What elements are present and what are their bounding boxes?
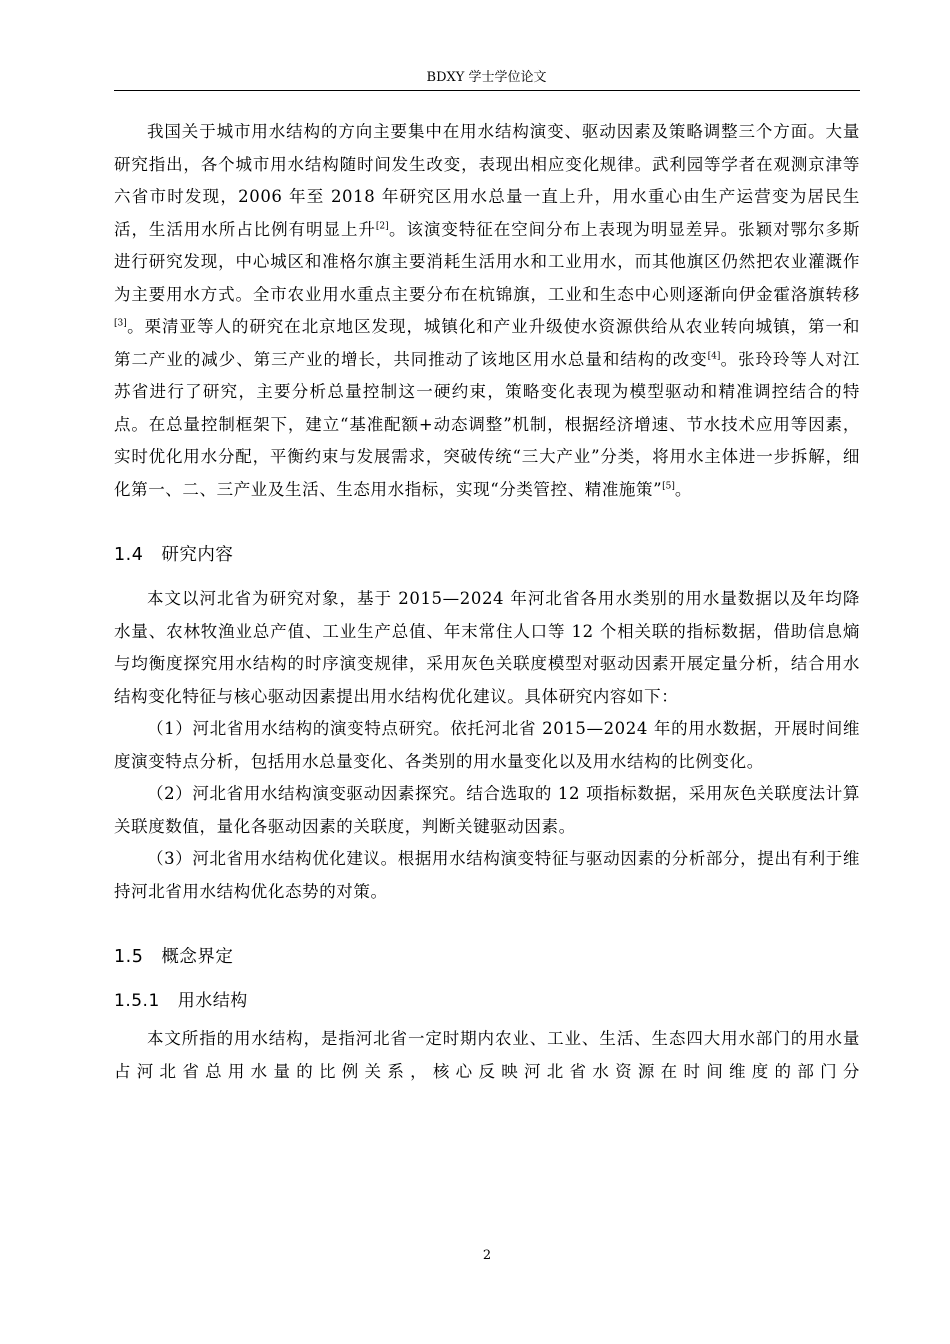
- section-heading-1-5: [114, 941, 860, 973]
- subsection-number: 1.5.1: [114, 991, 160, 1011]
- research-item-2: （2）河北省用水结构演变驱动因素探究。结合选取的 12 项指标数据，采用灰色关联度法计算关联度数值，量化各驱动因素的关联度，判断关键驱动因素。: [114, 784, 860, 836]
- section-title: 研究内容: [161, 545, 234, 565]
- research-intro-paragraph: 本文以河北省为研究对象，基于 2015—2024 年河北省各用水类别的用水量数据以及年均降水量、农林牧渔业总产值、工业生产总值、年末常住人口等 12 个相关联的指标数据，借助信息熵与均衡度探究用水结构的时序演变规律，采用灰色关联度模型对驱动因素开展定量分析，结合用水结构变化特征与核心驱动因素提出用水结构优化建议。具体研究内容如下：: [114, 589, 860, 706]
- subsection-title: 用水结构: [177, 991, 248, 1011]
- running-header: BDXY 学士学位论文: [426, 70, 547, 85]
- page-number: 2: [482, 1248, 492, 1263]
- paragraph-text: 我国关于城市用水结构的方向主要集中在用水结构演变、驱动因素及策略调整三个方面。大量研究指出，各个城市用水结构随时间发生改变，表现出相应变化规律。武利园等学者在观测京津等六省市时发现，2006 年至 2018 年研究区用水总量一直上升，用水重心由生产运营变为居民生活，生活用水所占比例有明显上升: [114, 122, 860, 239]
- paragraph-text: 。: [674, 479, 693, 499]
- subsection-heading-1-5-1: [114, 985, 860, 1017]
- section-number: 1.4: [114, 545, 144, 565]
- research-item-1: （1）河北省用水结构的演变特点研究。依托河北省 2015—2024 年的用水数据，开展时间维度演变特点分析，包括用水总量变化、各类别的用水量变化以及用水结构的比例变化。: [114, 719, 860, 771]
- section-number: 1.5: [114, 947, 144, 967]
- research-item-3: （3）河北省用水结构优化建议。根据用水结构演变特征与驱动因素的分析部分，提出有利于维持河北省用水结构优化态势的对策。: [114, 849, 860, 901]
- header-divider: [114, 90, 860, 91]
- citation-ref-4[interactable]: [4]: [707, 351, 721, 361]
- citation-ref-5[interactable]: [5]: [662, 481, 675, 491]
- body-content: [114, 116, 860, 1088]
- literature-review-paragraph: [114, 116, 860, 506]
- water-structure-definition-paragraph: 本文所指的用水结构，是指河北省一定时期内农业、工业、生活、生态四大用水部门的用水量占河北省总用水量的比例关系，核心反映河北省水资源在时间维度的部门分: [114, 1029, 860, 1081]
- citation-ref-3[interactable]: [3]: [114, 318, 127, 329]
- section-title: 概念界定: [161, 947, 234, 967]
- paragraph-text: 。张玲玲等人对江苏省进行了研究，主要分析总量控制这一硬约束，策略变化表现为模型驱动和精准调控结合的特点。在总量控制框架下，建立“基准配额+动态调整”机制，根据经济增速、节水技术应用等因素，实时优化用水分配，平衡约束与发展需求，突破传统“三大产业”分类，将用水主体进一步拆解，细化第一、二、三产业及生活、生态用水指标，实现“分类管控、精准施策”: [114, 349, 860, 499]
- paragraph-text: 。该演变特征在空间分布上表现为明显差异。张颖对鄂尔多斯进行研究发现，中心城区和准格尔旗主要消耗生活用水和工业用水，而其他旗区仍然把农业灌溉作为主要用水方式。全市农业用水重点主要分布在杭锦旗，工业和生态中心则逐渐向伊金霍洛旗转移: [114, 219, 860, 304]
- citation-ref-2[interactable]: [2]: [375, 221, 389, 231]
- paragraph-text: 。栗清亚等人的研究在北京地区发现，城镇化和产业升级使水资源供给从农业转向城镇，第一和第二产业的减少、第三产业的增长，共同推动了该地区用水总量和结构的改变: [114, 317, 860, 369]
- section-heading-1-4: [114, 539, 860, 571]
